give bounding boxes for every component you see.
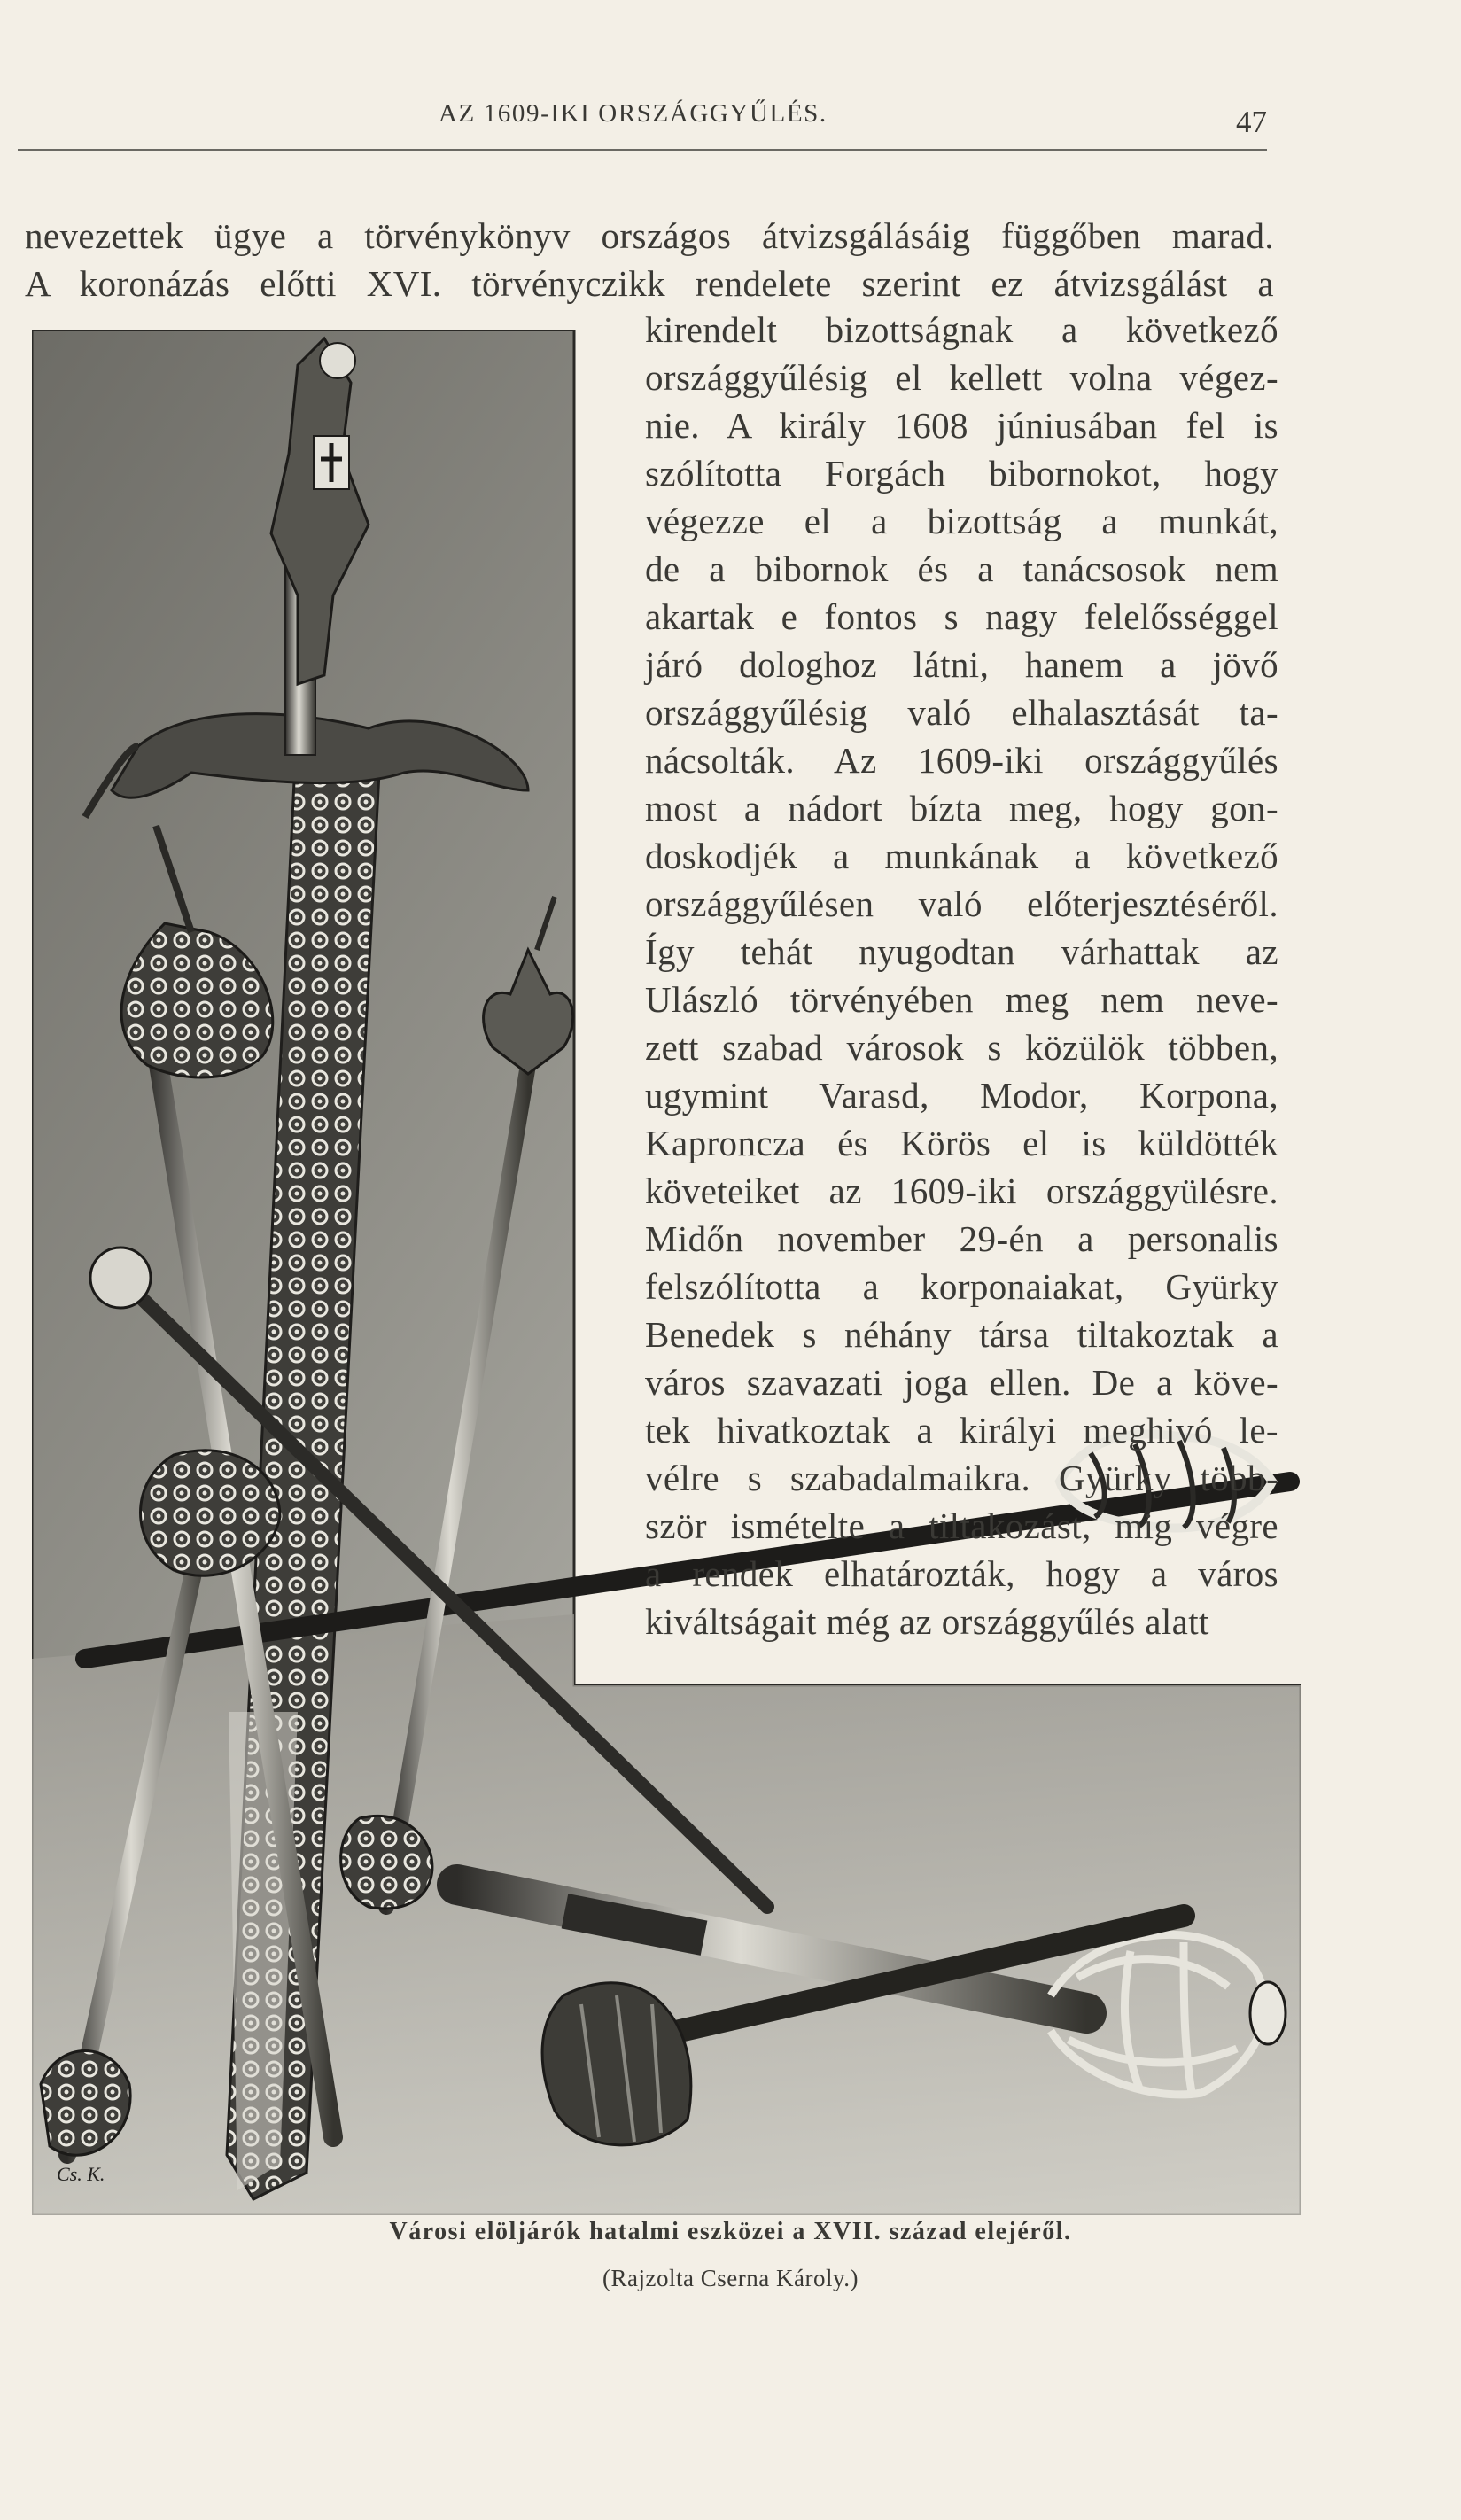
column-line: felszólította a korponaiakat, Gyürky xyxy=(645,1266,1278,1307)
column-line: ször ismételte a tiltakozást, mig végre xyxy=(645,1505,1278,1546)
column-line: országgyűlésig el kellett volna végez- xyxy=(645,357,1278,398)
column-line: most a nádort bízta meg, hogy gon- xyxy=(645,788,1278,828)
column-line: Benedek s néhány társa tiltakoztak a xyxy=(645,1314,1278,1355)
column-line: ugymint Varasd, Modor, Korpona, xyxy=(645,1075,1278,1116)
body-line: A koronázás előtti XVI. törvényczikk rendelete szerint ez átvizsgálást a xyxy=(25,263,1274,304)
column-line: végezze el a bizottság a munkát, xyxy=(645,501,1278,541)
column-line: doskodjék a munkának a következő xyxy=(645,836,1278,876)
column-line: a rendek elhatározták, hogy a város xyxy=(645,1553,1278,1594)
body-line: nevezettek ügye a törvénykönyv országos átvizsgálásáig függőben marad. xyxy=(25,215,1274,256)
column-line: Ulászló törvényében meg nem neve- xyxy=(645,979,1278,1020)
column-line: Így tehát nyugodtan várhattak az xyxy=(645,931,1278,972)
column-line: Midőn november 29-én a personalis xyxy=(645,1218,1278,1259)
column-line: akartak e fontos s nagy felelősséggel xyxy=(645,596,1278,637)
column-line: nie. A király 1608 júniusában fel is xyxy=(645,405,1278,446)
column-line: szólította Forgách bibornokot, hogy xyxy=(645,453,1278,494)
column-line: járó dologhoz látni, hanem a jövő xyxy=(645,644,1278,685)
page-header xyxy=(0,0,1461,177)
column-line: kirendelt bizottságnak a következő xyxy=(645,309,1278,350)
column-line: de a bibornok és a tanácsosok nem xyxy=(645,548,1278,589)
running-head: AZ 1609-IKI ORSZÁGGYŰLÉS. xyxy=(439,99,828,128)
column-line: kiváltságait még az országgyűlés alatt xyxy=(645,1601,1209,1642)
column-line: nácsolták. Az 1609-iki országgyűlés xyxy=(645,740,1278,781)
page-number: 47 xyxy=(1236,105,1267,139)
figure-credit: (Rajzolta Cserna Károly.) xyxy=(602,2265,859,2291)
column-line: tek hivatkoztak a királyi meghivó le- xyxy=(645,1410,1278,1451)
artist-signature: Cs. K. xyxy=(57,2163,105,2185)
header-rule xyxy=(18,149,1267,151)
column-line: országgyűlésen való előterjesztéséről. xyxy=(645,883,1278,924)
column-line: Kaproncza és Körös el is küldötték xyxy=(645,1123,1278,1163)
column-line: országgyűlésig való elhalasztását ta- xyxy=(645,692,1278,733)
column-line: követeiket az 1609-iki országgyülésre. xyxy=(645,1171,1278,1211)
column-line: vélre s szabadalmaikra. Gyürky több- xyxy=(645,1458,1278,1498)
column-line: zett szabad városok s közülök többen, xyxy=(645,1027,1278,1068)
column-line: város szavazati joga ellen. De a köve- xyxy=(645,1362,1278,1403)
figure-caption: Városi elöljárók hatalmi eszközei a XVII. század elejéről. xyxy=(389,2218,1072,2245)
